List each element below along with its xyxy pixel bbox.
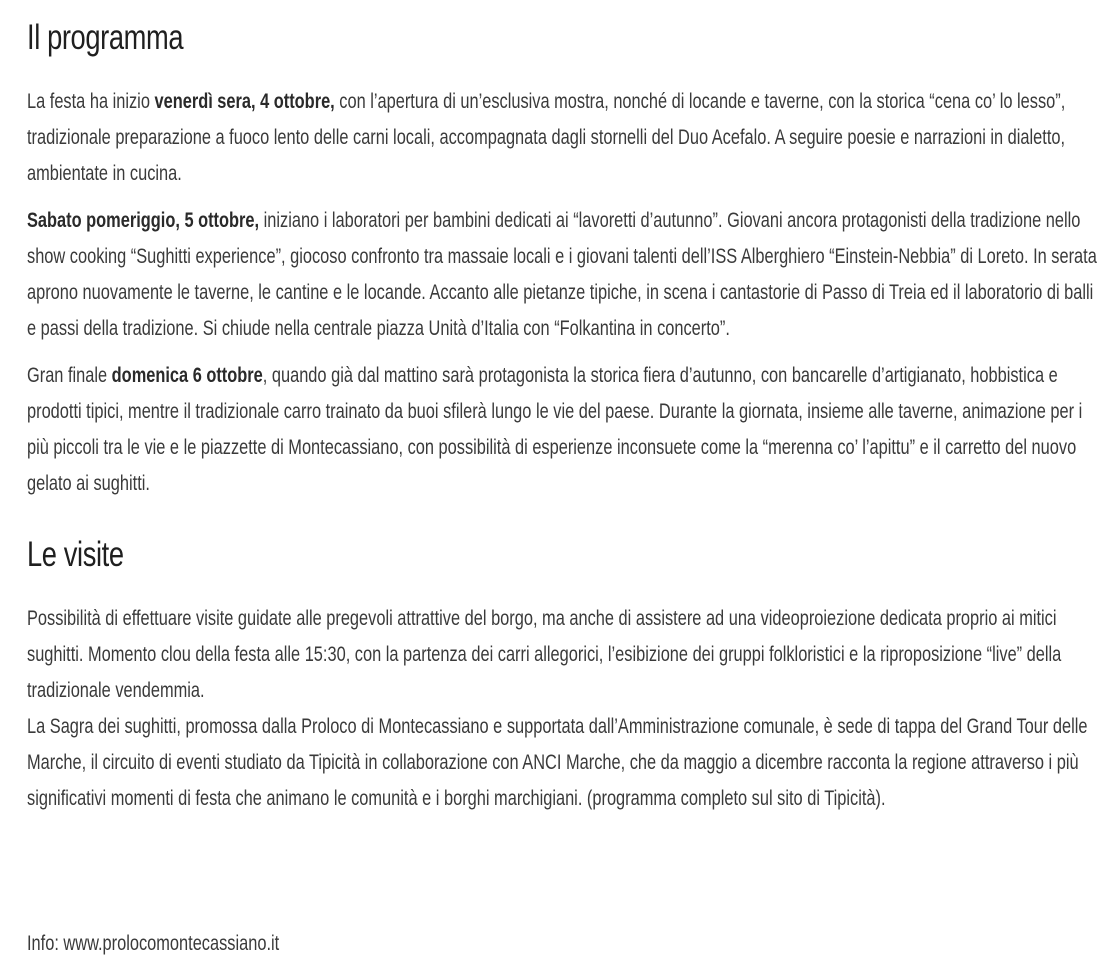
- partially-visible-line: [27, 916, 427, 955]
- article-body: [27, 0, 1097, 817]
- bold-date-sunday: domenica 6 ottobre: [111, 364, 263, 387]
- paragraph-sunday: [27, 358, 1097, 502]
- paragraph-friday: [27, 84, 1097, 192]
- text-span: Gran finale: [27, 364, 112, 387]
- bold-date-friday: venerdì sera, 4 ottobre,: [154, 90, 335, 113]
- text-span: iniziano i laboratori per bambini dedicati ai “lavoretti d’autunno”. Giovani ancora protagonisti della tradizione nello show cooking “Sughitti experience”, giocoso confronto tra massaie locali e i giovani talenti dell’ISS Alberghiero “Einstein-Nebbia” di Loreto. In serata aprono nuovamente le taverne, le cantine e le locande. Accanto alle pietanze tipiche, in scena i cantastorie di Passo di Treia ed il laboratorio di balli e passi della tradizione. Si chiude nella centrale piazza Unità d’Italia con “Folkantina in concerto”.: [27, 209, 1097, 340]
- text-span: La festa ha inizio: [27, 90, 155, 113]
- text-span: , quando già dal mattino sarà protagonista la storica fiera d’autunno, con bancarelle d’artigianato, hobbistica e prodotti tipici, mentre il tradizionale carro trainato da buoi sfilerà lungo le vie del paese. Durante la giornata, insieme alle taverne, animazione per i più piccoli tra le vie e le piazzette di Montecassiano, con possibilità di esperienze inconsuete come la “merenna co’ l’apittu” e il carretto del nuovo gelato ai sughitti.: [27, 364, 1083, 495]
- partial-text: Info: www.prolocomontecassiano.it: [27, 932, 280, 955]
- text-span: con l’apertura di un’esclusiva mostra, nonché di locande e taverne, con la storica “cena co’ lo lesso”, tradizionale preparazione a fuoco lento delle carni locali, accompagnata dagli stornelli del Duo Acefalo. A seguire poesie e narrazioni in dialetto, ambientate in cucina.: [27, 90, 1066, 185]
- section-title-visite: Le visite: [27, 535, 124, 574]
- paragraph-visite: Possibilità di effettuare visite guidate alle pregevoli attrattive del borgo, ma anche di assistere ad una videoproiezione dedicata proprio ai mitici sughitti. Momento clou della festa alle 15:30, con la partenza dei carri allegorici, l’esibizione dei gruppi folkloristici e la riproposizione “live” della tradizionale vendemmia.: [27, 607, 1062, 702]
- section-title-programma: Il programma: [27, 18, 184, 57]
- bold-date-saturday: Sabato pomeriggio, 5 ottobre,: [27, 209, 260, 232]
- paragraph-sagra: La Sagra dei sughitti, promossa dalla Proloco di Montecassiano e supportata dall’Amministrazione comunale, è sede di tappa del Grand Tour delle Marche, il circuito di eventi studiato da Tipicità in collaborazione con ANCI Marche, che da maggio a dicembre racconta la regione attraverso i più significativi momenti di festa che animano le comunità e i borghi marchigiani. (programma completo sul sito di Tipicità).: [27, 715, 1088, 810]
- paragraph-saturday: [27, 203, 1097, 347]
- article-content: [27, 15, 1097, 817]
